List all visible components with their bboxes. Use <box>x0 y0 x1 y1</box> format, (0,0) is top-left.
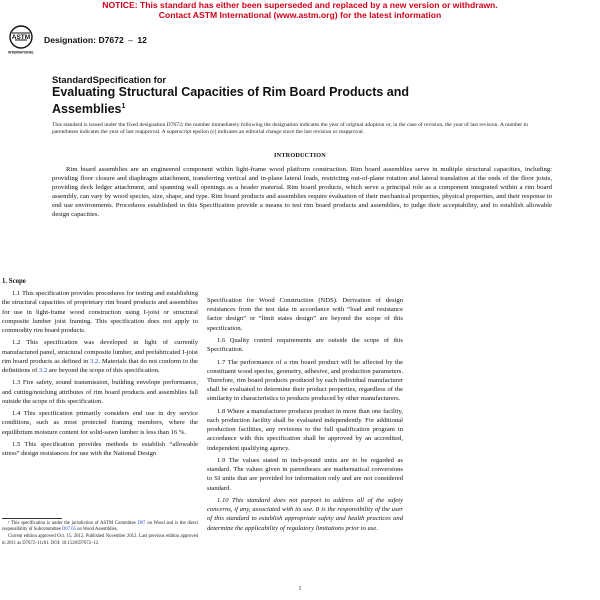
title-line-3 <box>52 100 532 117</box>
subcommittee-d07-05-link[interactable]: D07.05 <box>62 527 76 533</box>
para-1-2-text-c: are beyond the scope of this specification. <box>47 367 160 375</box>
committee-d07-link[interactable]: D07 <box>137 521 146 526</box>
para-1-5-continued: Specification for Wood Construction (NDS). Derivation of design resistances from the test data in accordance with “load and resistance factor design” or “limit states design” are beyond the scope of this specification. <box>207 297 403 332</box>
designation-label: Designation: <box>44 35 97 45</box>
para-1-8: 1.8 Where a manufacturer produces product in more than one facility, each production facility shall be evaluated independently. For additional production facilities, any revisions to the full qualification program in accordance with this specification shall be approved by an accredited, independent qualifying agency. <box>207 407 403 452</box>
introduction-text: Rim board assemblies are an engineered component within light-frame wood platform construction. Rim board assemblies serve in multiple structural capacities, including: providing floor closure and diaphragm attachment, transferring vertical and in-plane lateral loads, restricting out-of-plane rotation and lateral translation at the ends of the floor joists, providing deck ledger attachment, and spanning wall openings as a header material. Rim board products, which serve a principal role as a component integrated within a rim board assembly, can vary by wood species, size, shape, and type. Rim board products and assemblies require evaluation of their mechanical properties, physical properties, and their response to end use environments. Procedures established in this Specification provide a means to test rim board products and assemblies, to judge their acceptability, and to establish allowable design capacities. <box>52 166 552 219</box>
scope-heading: 1. Scope <box>2 278 26 285</box>
section-3-2-link-2[interactable]: 3.2 <box>39 367 48 375</box>
page-number: 1 <box>298 586 302 592</box>
para-1-2 <box>2 338 198 375</box>
para-1-6: 1.6 Quality control requirements are outside the scope of this Specification. <box>207 337 403 354</box>
notice-line-2: Contact ASTM International (www.astm.org) for the latest information <box>158 10 442 20</box>
para-1-2-text-b: . Materials that do not conform to the definitions of <box>2 357 198 375</box>
title-line-3-text: Assemblies <box>52 101 122 116</box>
para-1-9: 1.9 The values stated in inch-pound units are to be regarded as standard. The values given in parentheses are mathematical conversions to SI units that are provided for information only and are not considered standard. <box>207 457 403 492</box>
section-3-2-link[interactable]: 3.2 <box>90 357 99 365</box>
introduction-heading: INTRODUCTION <box>274 152 326 159</box>
right-column <box>207 296 403 536</box>
supersede-notice <box>0 0 600 20</box>
logo-text: ASTM <box>11 34 31 41</box>
title-footnote-ref: 1 <box>121 102 126 110</box>
para-1-4: 1.4 This specification primarily considers end use in dry service conditions, such as most protected framing members, where the equilibrium moisture content for solid-sawn lumber is less than 16 %. <box>2 410 198 436</box>
para-1-7: 1.7 The performance of a rim board product will be affected by the constituent wood species, geometry, adhesive, and production parameters. Therefore, rim board products produced by each individual manufacturer shall be evaluated to determine their product properties, regardless of the similarity in characteristics to products produced by other manufacturers. <box>207 358 403 403</box>
footnote-2: Current edition approved Oct. 15, 2012. Published November 2012. Last previous edition approved in 2011 as D7672–11ɛ01. DOI: 10.1520/D7672–12. <box>2 534 198 546</box>
title-line-2: Evaluating Structural Capacities of Rim Board Products and <box>52 85 410 99</box>
para-1-2-text-a: 1.2 This specification was developed in light of currently manufactured panel, structural composite lumber, and prefabricated I-joist rim board products as defined in <box>2 339 198 365</box>
title-line-1: StandardSpecification for <box>52 74 167 85</box>
astm-logo <box>6 24 36 56</box>
issued-note: This standard is issued under the fixed designation D7672; the number immediately following the designation indicates the year of original adoption or, in the case of revision, the year of last revision. A number in parentheses indicates the year of last reapproval. A superscript epsilon (ε) indicates an editorial change since the last revision or reapproval. <box>52 122 528 136</box>
footnote-1 <box>2 521 198 533</box>
footnote-1-text-c: on Wood Assemblies. <box>75 527 118 533</box>
designation-separator: – <box>128 35 133 45</box>
designation-number: D7672 <box>98 35 124 45</box>
footnote <box>2 521 198 548</box>
document-title <box>52 74 532 116</box>
notice-line-1: NOTICE: This standard has either been superseded and replaced by a new version or withdrawn. <box>102 0 498 10</box>
footnote-1-text-a: ¹ This specification is under the jurisdiction of ASTM Committee <box>8 521 138 526</box>
para-1-1: 1.1 This specification provides procedures for testing and establishing the structural capacities of proprietary rim board products and assemblies for use in light-frame wood construction using I-joist or structural composite lumber joist framing. This specification does not apply to commodity rim board products. <box>2 290 198 335</box>
left-column <box>2 277 198 462</box>
footnote-divider <box>2 518 62 519</box>
para-1-3: 1.3 Fire safety, sound transmission, building envelope performance, and cutting/notching attributes of rim board products and assemblies fall outside the scope of this specification. <box>2 379 198 405</box>
astm-logo-icon <box>6 24 36 56</box>
para-1-10: 1.10 This standard does not purport to address all of the safety concerns, if any, associated with its use. It is the responsibility of the user of this standard to establish appropriate safety and health practices and determine the applicability of regulatory limitations prior to use. <box>207 497 403 532</box>
footnote-1-text-b: on Wood and is the direct responsibility of Subcommittee <box>2 521 198 533</box>
para-1-5: 1.5 This specification provides methods to establish “allowable stress” design resistances for use with the National Design <box>2 441 198 458</box>
designation-year: 12 <box>137 35 147 45</box>
designation <box>44 35 147 45</box>
logo-subtext: INTERNATIONAL <box>8 50 34 55</box>
